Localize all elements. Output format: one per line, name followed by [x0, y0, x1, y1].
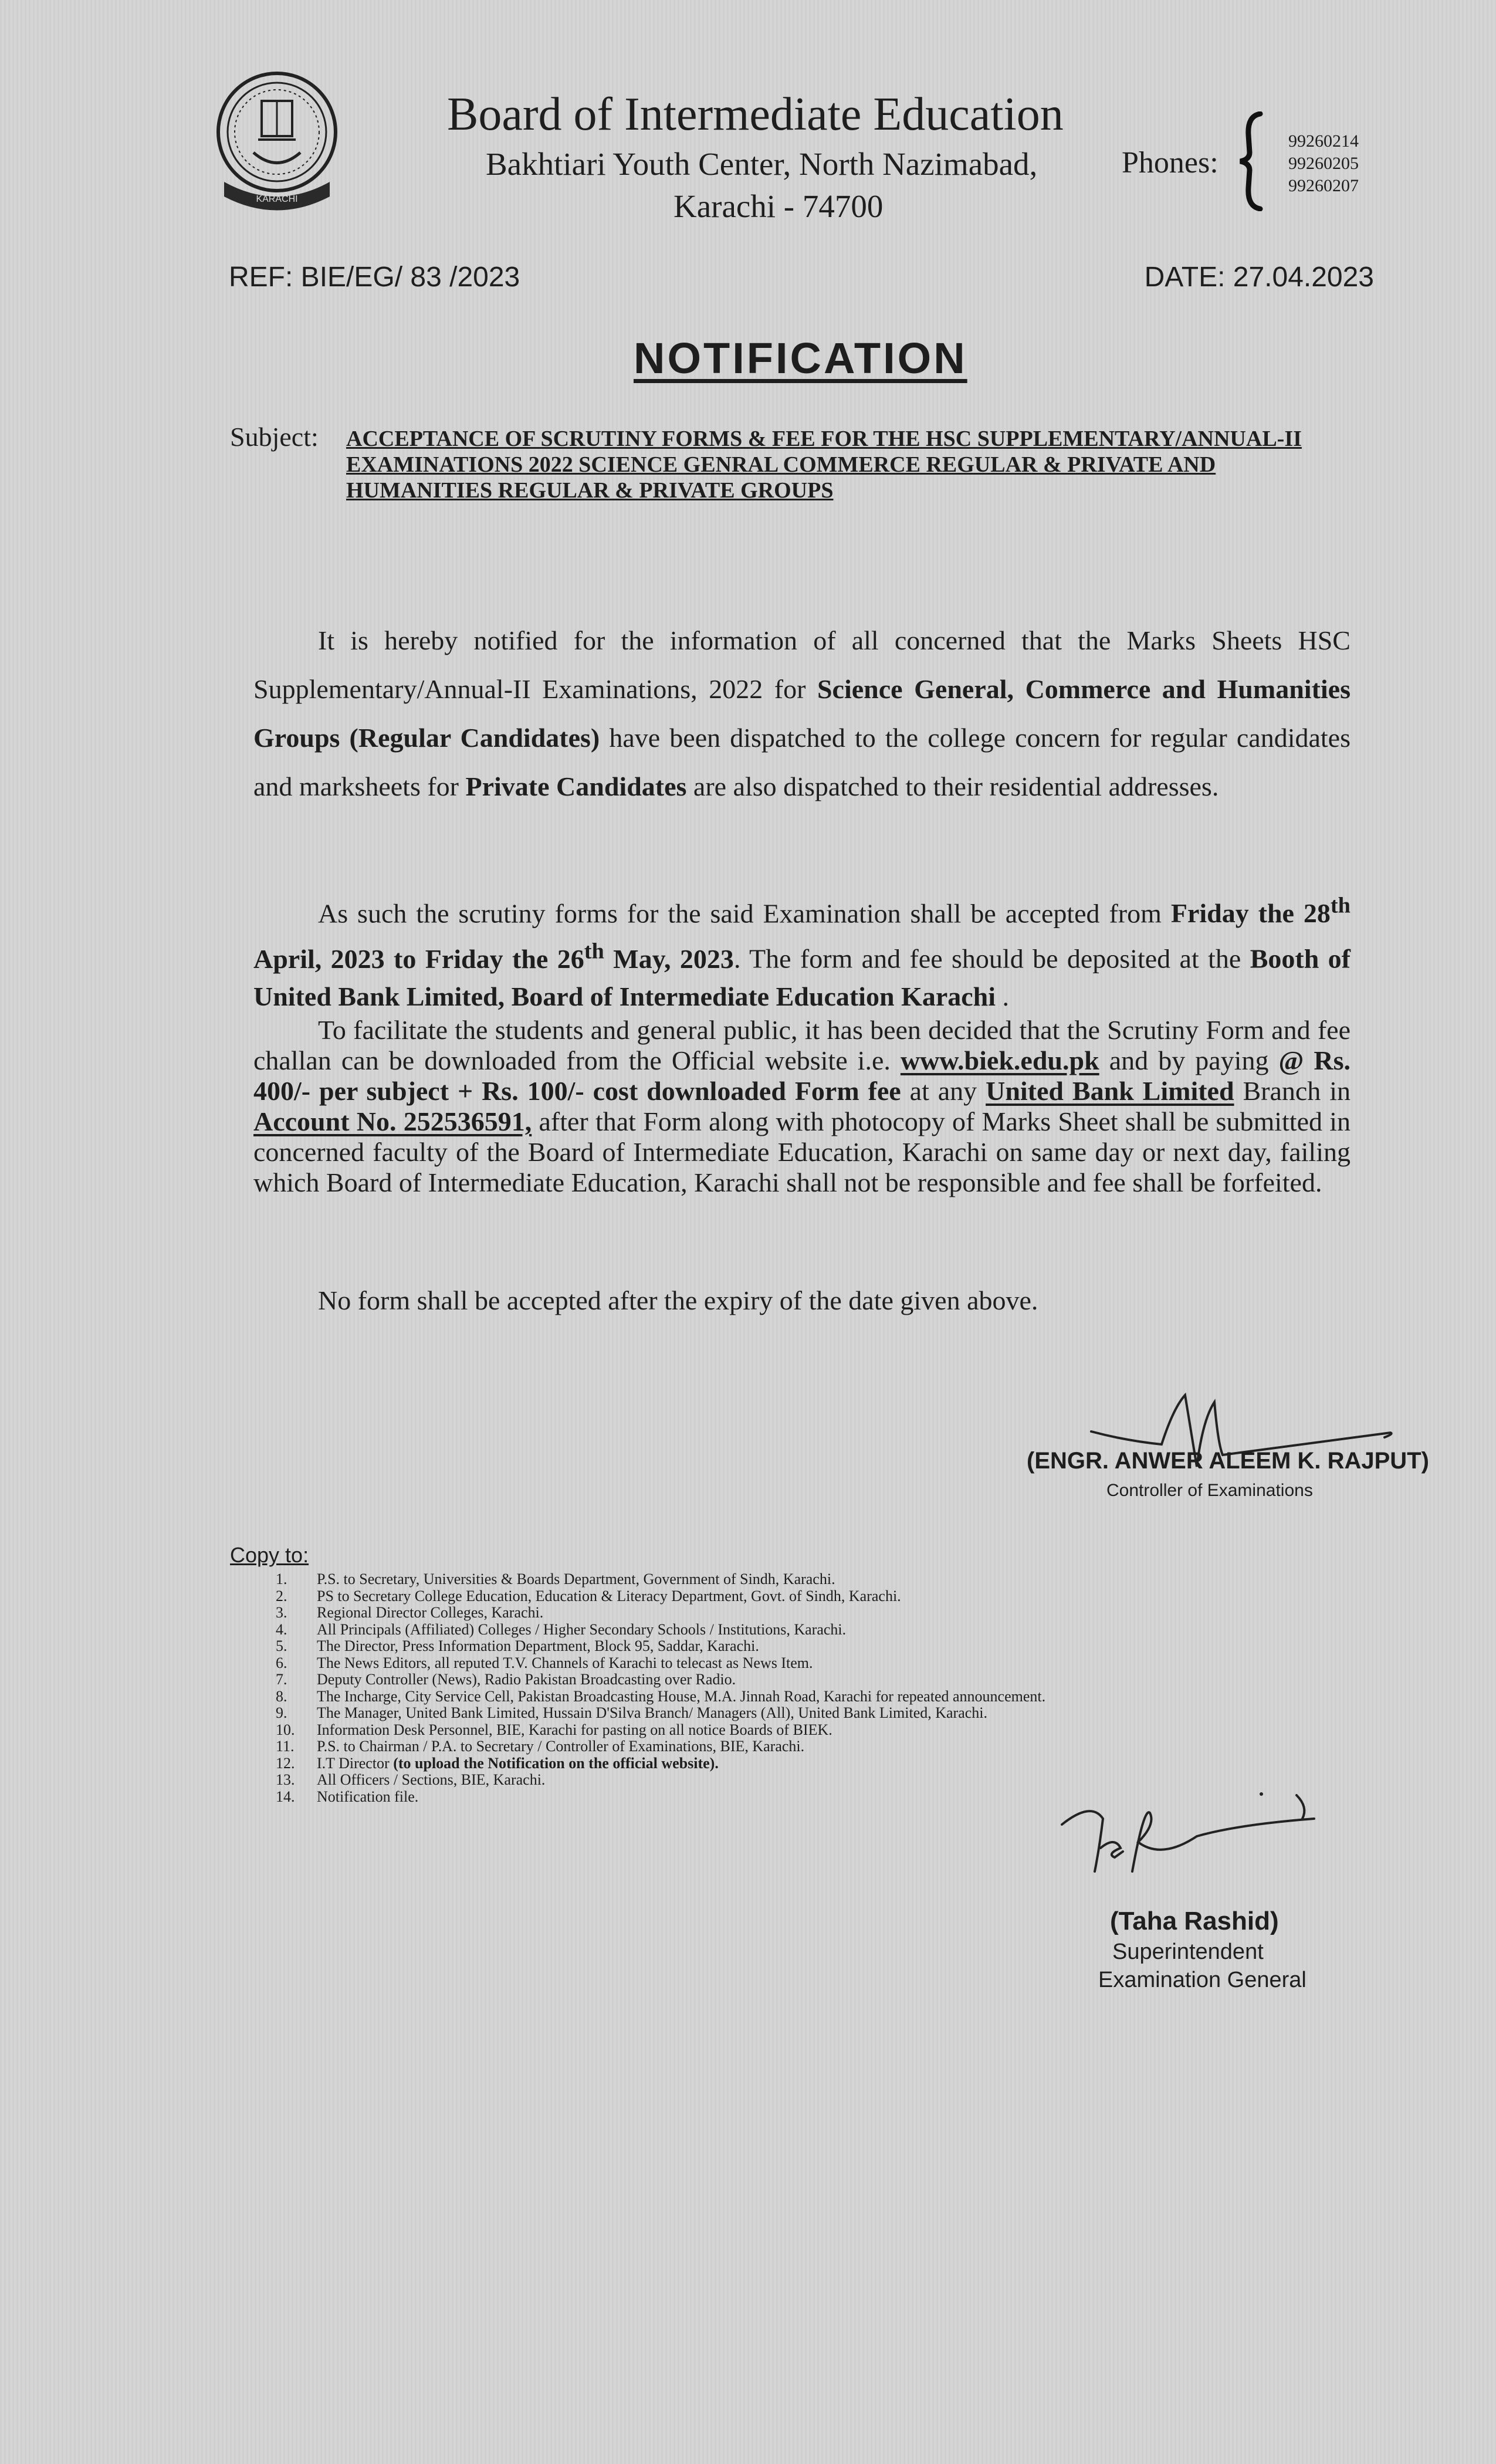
list-item: 12. I.T Director (to upload the Notification on the official website). [276, 1754, 719, 1772]
paragraph-1: It is hereby notified for the information of all concerned that the Marks Sheets HSC Supplementary/Annual-II Examinations, 2022 for Science General, Commerce and Humanities Groups (Regular Candidates) have been dispatched to the college concern for regular candidates and marksheets for Private Candidates are also dispatched to their residential addresses. [253, 625, 1351, 801]
list-item: 11. P.S. to Chairman / P.A. to Secretary / Controller of Examinations, BIE, Karachi. [276, 1738, 805, 1755]
list-item: 10. Information Desk Personnel, BIE, Karachi for pasting on all notice Boards of BIEK. [276, 1721, 832, 1738]
board-name: Board of Intermediate Education [447, 89, 1064, 140]
phone-number: 99260214 [1288, 131, 1359, 151]
address-line-2: Karachi - 74700 [673, 188, 884, 224]
subject-label: Subject: [230, 422, 319, 452]
page-title: NOTIFICATION [634, 334, 967, 383]
signatory-2-name: (Taha Rashid) [1110, 1907, 1279, 1935]
list-item: 2. PS to Secretary College Education, Education & Literacy Department, Govt. of Sindh, Karachi. [276, 1587, 901, 1605]
paragraph-2: As such the scrutiny forms for the said Examination shall be accepted from Friday the 28th April, 2023 to Friday the 26th May, 2023. The form and fee should be deposited at the Booth of United Bank Limited, Board of Intermediate Education Karachi . [253, 893, 1351, 1011]
subject-text: ACCEPTANCE OF SCRUTINY FORMS & FEE FOR THE HSC SUPPLEMENTARY/ANNUAL-II EXAMINATIONS 2022 SCIENCE GENRAL COMMERCE REGULAR & PRIVATE AND HUMANITIES REGULAR & PRIVATE GROUPS [346, 427, 1302, 503]
list-item: 7. Deputy Controller (News), Radio Pakistan Broadcasting over Radio. [276, 1671, 736, 1688]
logo-text: KARACHI [256, 194, 298, 204]
list-item: 1. P.S. to Secretary, Universities & Boards Department, Government of Sindh, Karachi. [276, 1571, 835, 1588]
list-item: 9. The Manager, United Bank Limited, Hussain D'Silva Branch/ Managers (All), United Bank Limited, Karachi. [276, 1704, 988, 1721]
copy-to-list [276, 1571, 1045, 1805]
brace-icon [1237, 111, 1266, 211]
signatory-2-department: Examination General [1098, 1968, 1307, 1992]
list-item: 14. Notification file. [276, 1788, 419, 1805]
list-item: 4. All Principals (Affiliated) Colleges / Higher Secondary Schools / Institutions, Karachi. [276, 1620, 847, 1638]
phones-label: Phones: [1122, 146, 1219, 180]
list-item: 5. The Director, Press Information Department, Block 95, Saddar, Karachi. [276, 1637, 759, 1654]
paragraph-3: To facilitate the students and general public, it has been decided that the Scrutiny Form and fee challan can be downloaded from the Official website i.e. www.biek.edu.pk and by paying @ Rs. 400/- per subject + Rs. 100/- cost downloaded Form fee at any United Bank Limited Branch in Account No. 252536591, after that Form along with photocopy of Marks Sheet shall be submitted in concerned faculty of the Board of Intermediate Education, Karachi on same day or next day, failing which Board of Intermediate Education, Karachi shall not be responsible and fee shall be forfeited. [253, 1015, 1351, 1197]
reference-number: REF: BIE/EG/ 83 /2023 [229, 262, 520, 293]
signature-2 [1050, 1783, 1343, 1901]
paragraph-4: No form shall be accepted after the expiry of the date given above. [318, 1285, 1038, 1315]
website-link[interactable]: www.biek.edu.pk [900, 1045, 1099, 1075]
list-item: 3. Regional Director Colleges, Karachi. [276, 1604, 544, 1621]
notice-date: DATE: 27.04.2023 [1144, 262, 1374, 293]
phone-number: 99260205 [1288, 154, 1359, 173]
copy-to-label: Copy to: [230, 1543, 309, 1567]
list-item: 8. The Incharge, City Service Cell, Pakistan Broadcasting House, M.A. Jinnah Road, Karachi for repeated announcement. [276, 1687, 1046, 1705]
signatory-2-title: Superintendent [1112, 1940, 1264, 1964]
phone-list [1288, 130, 1359, 197]
list-item: 13. All Officers / Sections, BIE, Karachi. [276, 1771, 546, 1788]
signatory-1-name: (ENGR. ANWER ALEEM K. RAJPUT) [1027, 1448, 1429, 1474]
signatory-1-title: Controller of Examinations [1106, 1481, 1313, 1500]
phone-number: 99260207 [1288, 176, 1359, 195]
board-logo [212, 70, 341, 223]
list-item: 6. The News Editors, all reputed T.V. Channels of Karachi to telecast as News Item. [276, 1654, 813, 1671]
address-line-1: Bakhtiari Youth Center, North Nazimabad, [486, 146, 1038, 182]
